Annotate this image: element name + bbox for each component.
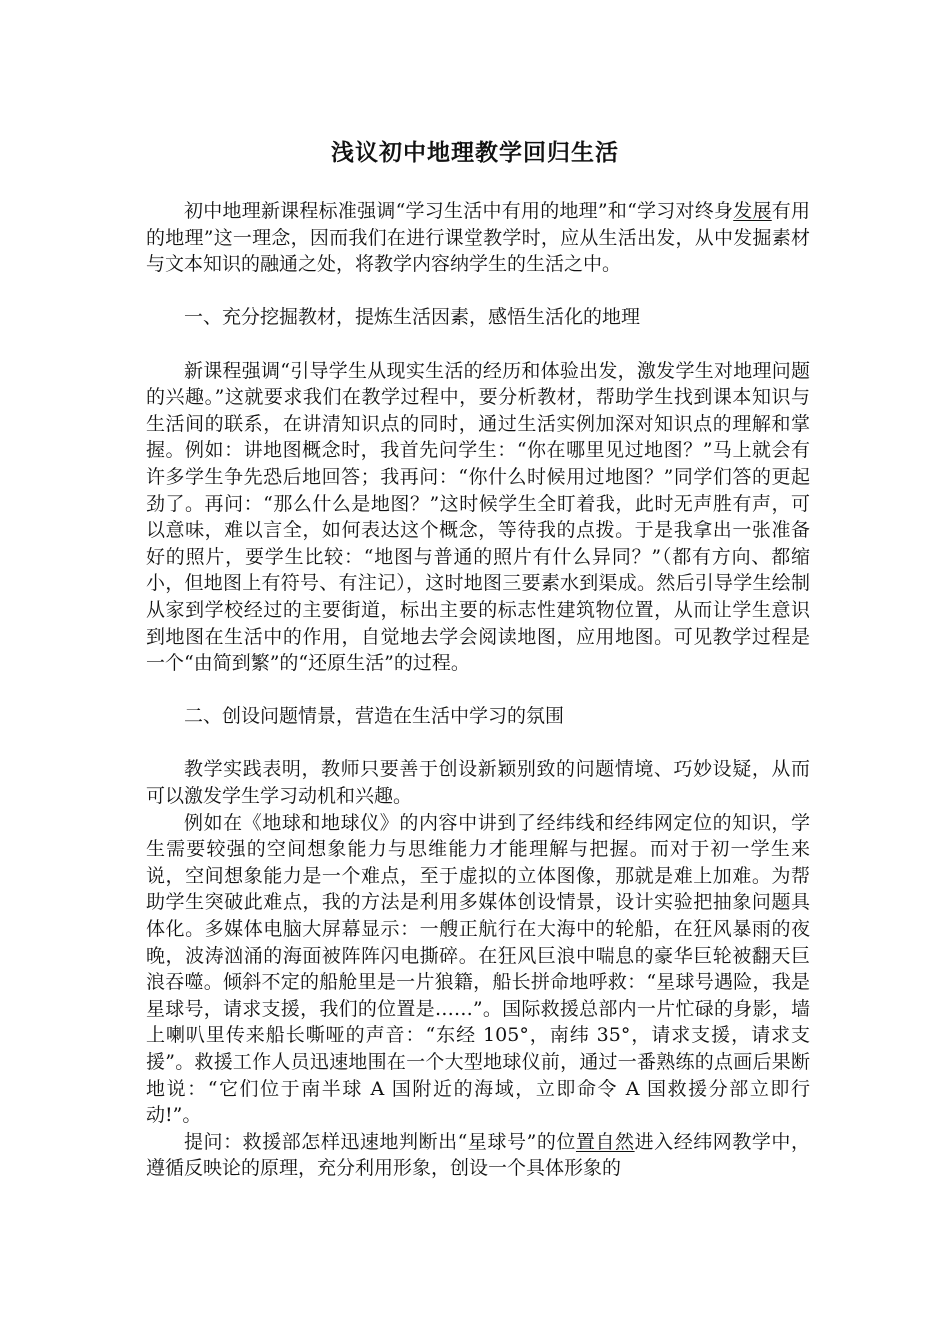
intro-text-start: 初中地理新课程标准强调“学习生活中有用的地理”和“学习对终身 (184, 200, 734, 222)
document-title: 浅议初中地理教学回归生活 (331, 139, 619, 166)
section-1-heading: 一、充分挖掘教材，提炼生活因素，感悟生活化的地理 (184, 306, 641, 329)
question-link-position[interactable]: 置自然 (575, 1130, 635, 1153)
intro-link-development[interactable]: 发展 (733, 200, 772, 222)
section-2-paragraph-2: 例如在《地球和地球仪》的内容中讲到了经纬线和经纬网定位的知识，学生需要较强的空间想象能力与思维能力才能理解与把握。而对于初一学生来说，空间想象能力是一个难点，至于虚拟的立体图像，那就是难上加难。为帮助学生突破此难点，我的方法是利用多媒体创设情景，设计实验把抽象问题具体化。多媒体电脑大屏幕显示：一艘正航行在大海中的轮船，在狂风暴雨的夜晚，波涛汹涌的海面被阵阵闪电撕碎。在狂风巨浪中喘息的豪华巨轮被翻天巨浪吞噬。倾斜不定的船舱里是一片狼籍，船长拼命地呼救：“星球号遇险，我是星球号，请求支援，我们的位置是……”。国际救援总部内一片忙碌的身影，墙上喇叭里传来船长嘶哑的声音：“东经 105°，南纬 35°，请求支援，请求支援”。救援工作人员迅速地围在一个大型地球仪前，通过一番熟练的点画后果断地说：“它们位于南半球 A 国附近的海域，立即命令 A 国救援分部立即行动!”。 (146, 811, 810, 1127)
section-2-paragraph-1: 教学实践表明，教师只要善于创设新颖别致的问题情境、巧妙设疑，从而可以激发学生学习动机和兴趣。 (146, 758, 810, 808)
section-2-paragraph-3 (146, 1129, 810, 1182)
question-text-end: 进入经纬网教学中，遵循反映论的原理，充分利用形象，创设一个具体形象的 (146, 1130, 810, 1180)
document-body (146, 198, 810, 1182)
intro-text-end: 有用的地理”这一理念，因而我们在进行课堂教学时，应从生活出发，从中发掘素材与文本知识的融通之处，将教学内容纳学生的生活之中。 (146, 200, 810, 276)
section-2-heading: 二、创设问题情景，营造在生活中学习的氛围 (184, 705, 565, 728)
intro-paragraph (146, 198, 810, 278)
section-1-paragraph: 新课程强调“引导学生从现实生活的经历和体验出发，激发学生对地理问题的兴趣。”这就要求我们在教学过程中，要分析教材，帮助学生找到课本知识与生活间的联系，在讲清知识点的同时，通过生活实例加深对知识点的理解和掌握。例如：讲地图概念时，我首先问学生：“你在哪里见过地图？”马上就会有许多学生争先恐后地回答；我再问：“你什么时候用过地图？”同学们答的更起劲了。再问：“那么什么是地图？”这时候学生全盯着我，此时无声胜有声，可以意味，难以言全，如何表达这个概念，等待我的点拨。于是我拿出一张准备好的照片，要学生比较：“地图与普通的照片有什么异同？”（都有方向、都缩小，但地图上有符号、有注记），这时地图三要素水到渠成。然后引导学生绘制从家到学校经过的主要街道，标出主要的标志性建筑物位置，从而让学生意识到地图在生活中的作用，自觉地去学会阅读地图，应用地图。可见教学过程是一个“由简到繁”的“还原生活”的过程。 (146, 359, 810, 675)
question-text-start: 提问：救援部怎样迅速地判断出“星球号”的位 (184, 1130, 576, 1153)
